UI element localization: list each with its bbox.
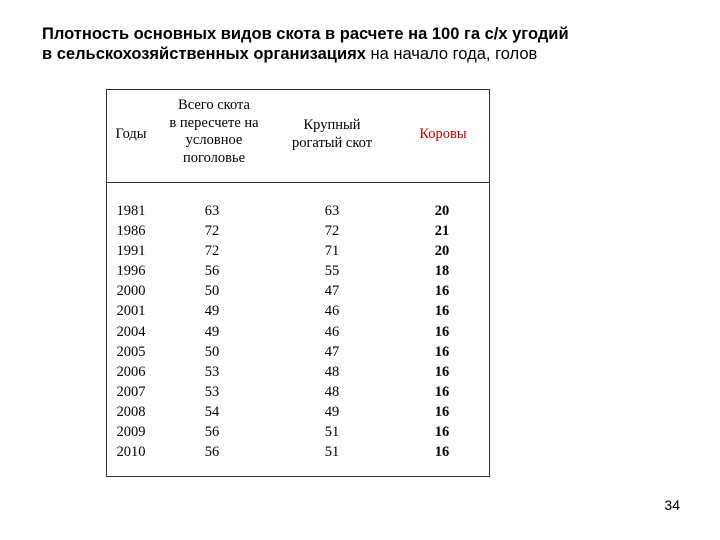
year-cell: 2009 [116, 424, 146, 441]
cows-cell: 16 [434, 444, 450, 461]
column-cattle [287, 201, 377, 462]
total-cell: 56 [204, 444, 220, 461]
cows-cell: 16 [434, 283, 450, 300]
year-cell: 1986 [116, 223, 146, 240]
cows-cell: 20 [434, 203, 450, 219]
cattle-cell: 46 [324, 323, 340, 340]
year-cell: 2001 [116, 303, 146, 320]
cows-cell: 18 [434, 263, 450, 280]
year-cell: 2005 [116, 343, 146, 360]
header-cows: Коровы [419, 126, 467, 142]
total-cell: 63 [204, 203, 220, 219]
cattle-cell: 55 [324, 263, 340, 280]
year-cell: 1991 [116, 243, 146, 260]
cows-cell: 21 [434, 223, 450, 240]
cows-cell: 16 [434, 323, 450, 340]
cows-cell: 16 [434, 363, 450, 380]
total-cell: 72 [204, 243, 220, 260]
total-cell: 49 [204, 323, 220, 340]
year-cell: 2007 [116, 383, 146, 400]
cattle-cell: 71 [324, 243, 340, 260]
total-cell: 49 [204, 303, 220, 320]
livestock-density-table [106, 89, 490, 477]
page-number: 34 [664, 497, 680, 513]
cattle-cell: 63 [324, 203, 340, 219]
total-cell: 53 [204, 363, 220, 380]
cattle-cell: 51 [324, 444, 340, 461]
total-cell: 54 [204, 403, 220, 420]
total-cell: 56 [204, 263, 220, 280]
year-cell: 1981 [116, 203, 146, 219]
year-cell: 2006 [116, 363, 146, 380]
cattle-cell: 51 [324, 424, 340, 441]
year-cell: 2010 [116, 444, 146, 461]
year-cell: 2004 [116, 323, 146, 340]
header-cattle: Крупный рогатый скот [291, 117, 373, 151]
cattle-cell: 48 [324, 363, 340, 380]
total-cell: 50 [204, 343, 220, 360]
title-line-2: в сельскохозяйственных организациях на начало года, голов [42, 45, 538, 63]
total-cell: 53 [204, 383, 220, 400]
total-cell: 50 [204, 283, 220, 300]
header-years: Годы [115, 126, 147, 142]
cows-cell: 16 [434, 343, 450, 360]
cattle-cell: 46 [324, 303, 340, 320]
header-divider [107, 182, 489, 183]
slide-title [42, 24, 702, 64]
total-cell: 72 [204, 223, 220, 240]
year-cell: 2000 [116, 283, 146, 300]
column-years [109, 201, 153, 462]
column-cows [397, 201, 487, 462]
cattle-cell: 72 [324, 223, 340, 240]
header-total-livestock: Всего скота в пересчете на условное поголовье [169, 97, 259, 166]
year-cell: 1996 [116, 263, 146, 280]
year-cell: 2008 [116, 403, 146, 420]
cows-cell: 20 [434, 243, 450, 260]
cows-cell: 16 [434, 403, 450, 420]
cattle-cell: 48 [324, 383, 340, 400]
cows-cell: 16 [434, 303, 450, 320]
title-line-1: Плотность основных видов скота в расчете на 100 га с/х угодий [42, 25, 569, 43]
total-cell: 56 [204, 424, 220, 441]
cows-cell: 16 [434, 424, 450, 441]
cows-cell: 16 [434, 383, 450, 400]
cattle-cell: 47 [324, 343, 340, 360]
cattle-cell: 49 [324, 403, 340, 420]
cattle-cell: 47 [324, 283, 340, 300]
column-total-livestock [167, 201, 257, 462]
